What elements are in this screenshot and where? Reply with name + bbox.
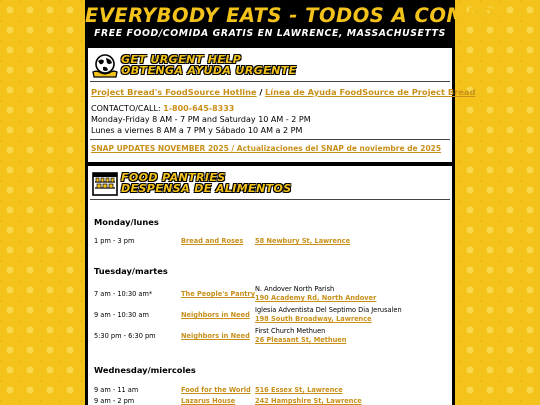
hours-en: Monday-Friday 8 AM - 7 PM and Saturday 10 AM - 2 PM xyxy=(91,115,311,124)
main-column xyxy=(85,0,496,405)
place-name: Iglesia Adventista Del Septimo Dia Jerusalen xyxy=(255,306,402,314)
row-time: 9 am - 2 pm xyxy=(94,397,135,405)
hotline-line xyxy=(91,87,475,97)
address-link[interactable]: 190 Academy Rd, North Andover xyxy=(255,294,377,302)
day-heading: Wednesday/miercoles xyxy=(94,365,196,375)
link-separator: / xyxy=(259,87,263,97)
urgent-title-en: GET URGENT HELP xyxy=(121,53,242,66)
food-pantries-title xyxy=(121,172,292,194)
urgent-help-title xyxy=(121,54,297,76)
contact-line xyxy=(91,104,234,113)
site-subtitle: FREE FOOD/COMIDA GRATIS EN LAWRENCE, MASSACHUSETTS xyxy=(94,28,446,39)
address-link[interactable]: 58 Newbury St, Lawrence xyxy=(255,237,351,245)
snap-updates-line xyxy=(91,144,441,153)
divider xyxy=(90,139,450,140)
pantries-title-en: FOOD PANTRIES xyxy=(121,171,226,184)
place-name: N. Andover North Parish xyxy=(255,285,335,293)
phone-link[interactable]: 1-800-645-8333 xyxy=(163,104,235,113)
pantry-link[interactable]: Food for the World xyxy=(181,386,251,394)
globe-hands-icon xyxy=(91,52,119,80)
row-time: 7 am - 10:30 am* xyxy=(94,290,153,298)
pantry-link[interactable]: Bread and Roses xyxy=(181,237,244,245)
place-name: First Church Methuen xyxy=(255,327,326,335)
hotline-link-en[interactable]: Project Bread's FoodSource Hotline xyxy=(91,87,257,97)
pantry-link[interactable]: The People's Pantry xyxy=(181,290,255,298)
contact-label: CONTACTO/CALL: xyxy=(91,104,161,113)
address-link[interactable]: 198 South Broadway, Lawrence xyxy=(255,315,372,323)
row-time: 9 am - 10:30 am xyxy=(94,311,149,319)
day-heading: Tuesday/martes xyxy=(94,266,168,276)
row-time: 9 am - 11 am xyxy=(94,386,139,394)
snap-updates-link[interactable]: SNAP UPDATES NOVEMBER 2025 / Actualizaciones del SNAP de noviembre de 2025 xyxy=(91,144,442,153)
divider xyxy=(90,81,450,82)
row-time: 1 pm - 3 pm xyxy=(94,237,135,245)
hours-es: Lunes a viernes 8 AM a 7 PM y Sábado 10 AM a 2 PM xyxy=(91,126,303,135)
urgent-title-es: OBTENGA AYUDA URGENTE xyxy=(121,64,297,77)
food-pantries-card xyxy=(88,166,452,405)
site-title: EVERYBODY EATS - TODOS A COMER xyxy=(85,4,496,27)
divider xyxy=(90,199,450,200)
pantry-link[interactable]: Neighbors in Need xyxy=(181,311,250,319)
hotline-link-es[interactable]: Línea de Ayuda FoodSource de Project Bread xyxy=(265,87,476,97)
pantry-link[interactable]: Lazarus House xyxy=(181,397,236,405)
store-shelves-icon xyxy=(91,170,119,198)
urgent-help-card xyxy=(88,48,476,162)
row-time: 5:30 pm - 6:30 pm xyxy=(94,332,156,340)
pantries-title-es: DESPENSA DE ALIMENTOS xyxy=(121,182,292,195)
pantry-link[interactable]: Neighbors in Need xyxy=(181,332,250,340)
day-heading: Monday/lunes xyxy=(94,217,159,227)
address-link[interactable]: 26 Pleasant St, Methuen xyxy=(255,336,347,344)
address-link[interactable]: 242 Hampshire St, Lawrence xyxy=(255,397,362,405)
address-link[interactable]: 516 Essex St, Lawrence xyxy=(255,386,343,394)
